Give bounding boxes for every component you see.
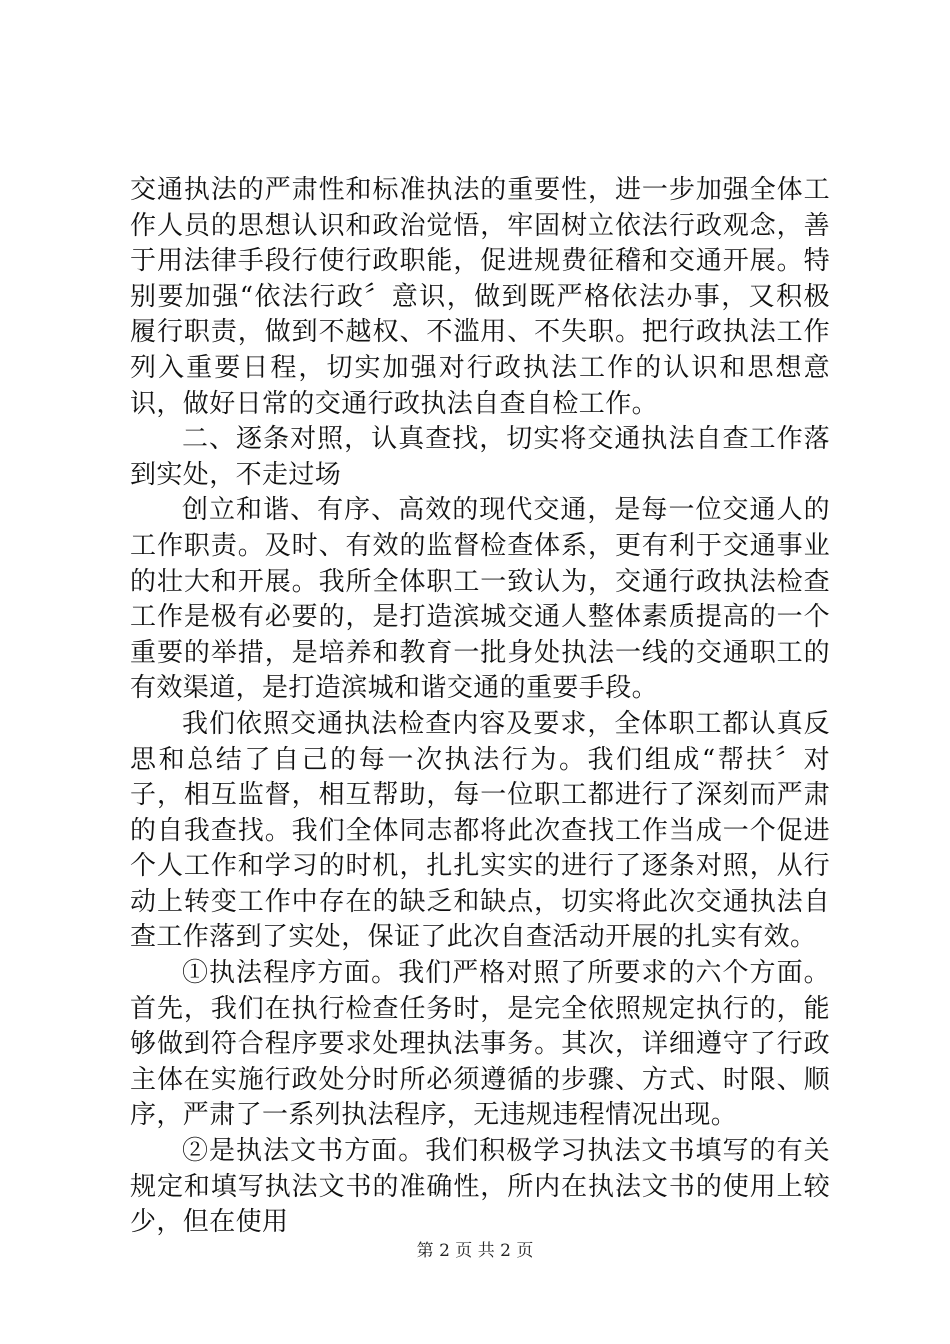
- section-heading-2: 二、逐条对照，认真查找，切实将交通执法自查工作落到实处，不走过场: [130, 424, 830, 490]
- page-number-footer: 第 2 页 共 2 页: [416, 1241, 534, 1261]
- paragraph-harmonious-traffic: 创立和谐、有序、高效的现代交通，是每一位交通人的工作职责。及时、有效的监督检查体系，更有利于交通事业的壮大和开展。我所全体职工一致认为，交通行政执法检查工作是极有必要的，是打造滨城交通人整体素质提高的一个重要的举措，是培养和教育一批身处执法一线的交通职工的有效渠道，是打造滨城和谐交通的重要手段。: [130, 495, 830, 704]
- document-body: [130, 173, 830, 1241]
- paragraph-continuation: 交通执法的严肃性和标准执法的重要性，进一步加强全体工作人员的思想认识和政治觉悟，牢固树立依法行政观念，善于用法律手段行使行政职能，促进规费征稽和交通开展。特别要加强“依法行政〞意识，做到既严格依法办事，又积极履行职责，做到不越权、不滥用、不失职。把行政执法工作列入重要日程，切实加强对行政执法工作的认识和思想意识，做好日常的交通行政执法自查自检工作。: [130, 175, 830, 419]
- paragraph-self-check: 我们依照交通执法检查内容及要求，全体职工都认真反思和总结了自己的每一次执法行为。我们组成“帮扶〞对子，相互监督，相互帮助，每一位职工都进行了深刻而严肃的自我查找。我们全体同志都将此次查找工作当成一个促进个人工作和学习的时机，扎扎实实的进行了逐条对照，从行动上转变工作中存在的缺乏和缺点，切实将此次交通执法自查工作落到了实处，保证了此次自查活动开展的扎实有效。: [130, 708, 830, 953]
- paragraph-procedure: ①执法程序方面。我们严格对照了所要求的六个方面。首先，我们在执行检查任务时，是完全依照规定执行的，能够做到符合程序要求处理执法事务。其次，详细遵守了行政主体在实施行政处分时所必须遵循的步骤、方式、时限、顺序，严肃了一系列执法程序，无违规违程情况出现。: [130, 958, 830, 1131]
- paragraph-documents: ②是执法文书方面。我们积极学习执法文书填写的有关规定和填写执法文书的准确性，所内在执法文书的使用上较少，但在使用: [130, 1136, 830, 1238]
